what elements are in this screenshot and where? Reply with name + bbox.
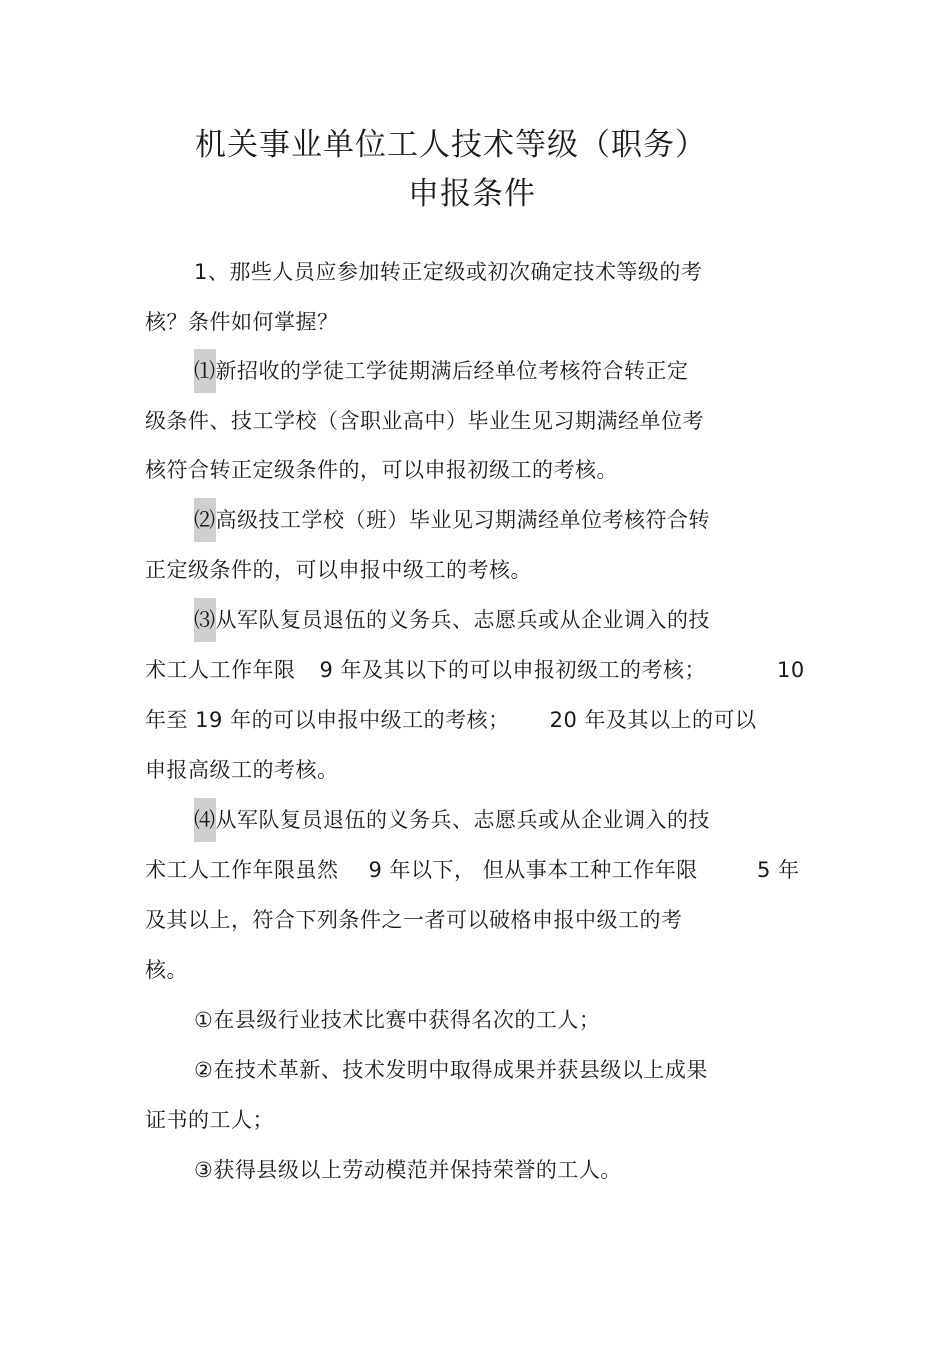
item-1-line-1 [194,356,689,393]
sub-condition-2-line-2: 证书的工人； [145,1108,274,1132]
item-4-marker: ⑷ [194,798,216,842]
item-4-line-2 [145,855,698,885]
sub-condition-1: ①在县级行业技术比赛中获得名次的工人； [194,1008,601,1032]
item-3-line-3-part-b: 20 年及其以上的可以 [549,708,757,732]
item-4-line-3: 及其以上，符合下列条件之一者可以破格申报中级工的考 [145,908,683,932]
item-3-line-2 [145,655,706,685]
document-title-line-1: 机关事业单位工人技术等级（职务） [195,127,707,163]
item-3-text: 从军队复员退伍的义务兵、志愿兵或从企业调入的技 [215,608,710,632]
item-3-marker: ⑶ [194,598,216,642]
item-1-line-3: 核符合转正定级条件的，可以申报初级工的考核。 [145,458,618,482]
item-3-line-3-part-a: 年至 19 年的可以申报中级工的考核； [145,708,510,732]
item-1-line-2: 级条件、技工学校（含职业高中）毕业生见习期满经单位考 [145,409,704,433]
sub-condition-3: ③获得县级以上劳动模范并保持荣誉的工人。 [194,1158,622,1182]
sub-condition-2-line-1: ②在技术革新、技术发明中取得成果并获县级以上成果 [194,1058,708,1082]
item-3-line-4: 申报高级工的考核。 [145,758,339,782]
item-2-line-1 [194,505,710,542]
question-line-2: 核？条件如何掌握？ [145,310,339,334]
item-3-line-1 [194,605,710,642]
item-4-line-1 [194,805,710,842]
item-3-line-2-part-b: 9 年及其以下的可以申报初级工的考核； [319,658,707,682]
item-2-text: 高级技工学校（班）毕业见习期满经单位考核符合转 [215,508,710,532]
document-title-line-2: 申报条件 [408,176,536,212]
item-3-line-2-number: 10 [777,658,805,682]
item-4-line-2-end: 5 年 [757,858,800,882]
item-2-line-2: 正定级条件的，可以申报中级工的考核。 [145,558,532,582]
item-2-marker: ⑵ [194,498,216,542]
item-3-line-3 [145,705,756,735]
item-1-marker: ⑴ [194,349,216,393]
item-4-line-4: 核。 [145,958,188,982]
item-4-text: 从军队复员退伍的义务兵、志愿兵或从企业调入的技 [215,808,710,832]
item-4-line-2-part-b: 9 年以下， 但从事本工种工作年限 [368,858,698,882]
item-1-text: 新招收的学徒工学徒期满后经单位考核符合转正定 [215,359,689,383]
item-4-line-2-part-a: 术工人工作年限虽然 [145,858,339,882]
question-line-1: 1、那些人员应参加转正定级或初次确定技术等级的考 [194,260,703,284]
item-3-line-2-part-a: 术工人工作年限 [145,658,296,682]
